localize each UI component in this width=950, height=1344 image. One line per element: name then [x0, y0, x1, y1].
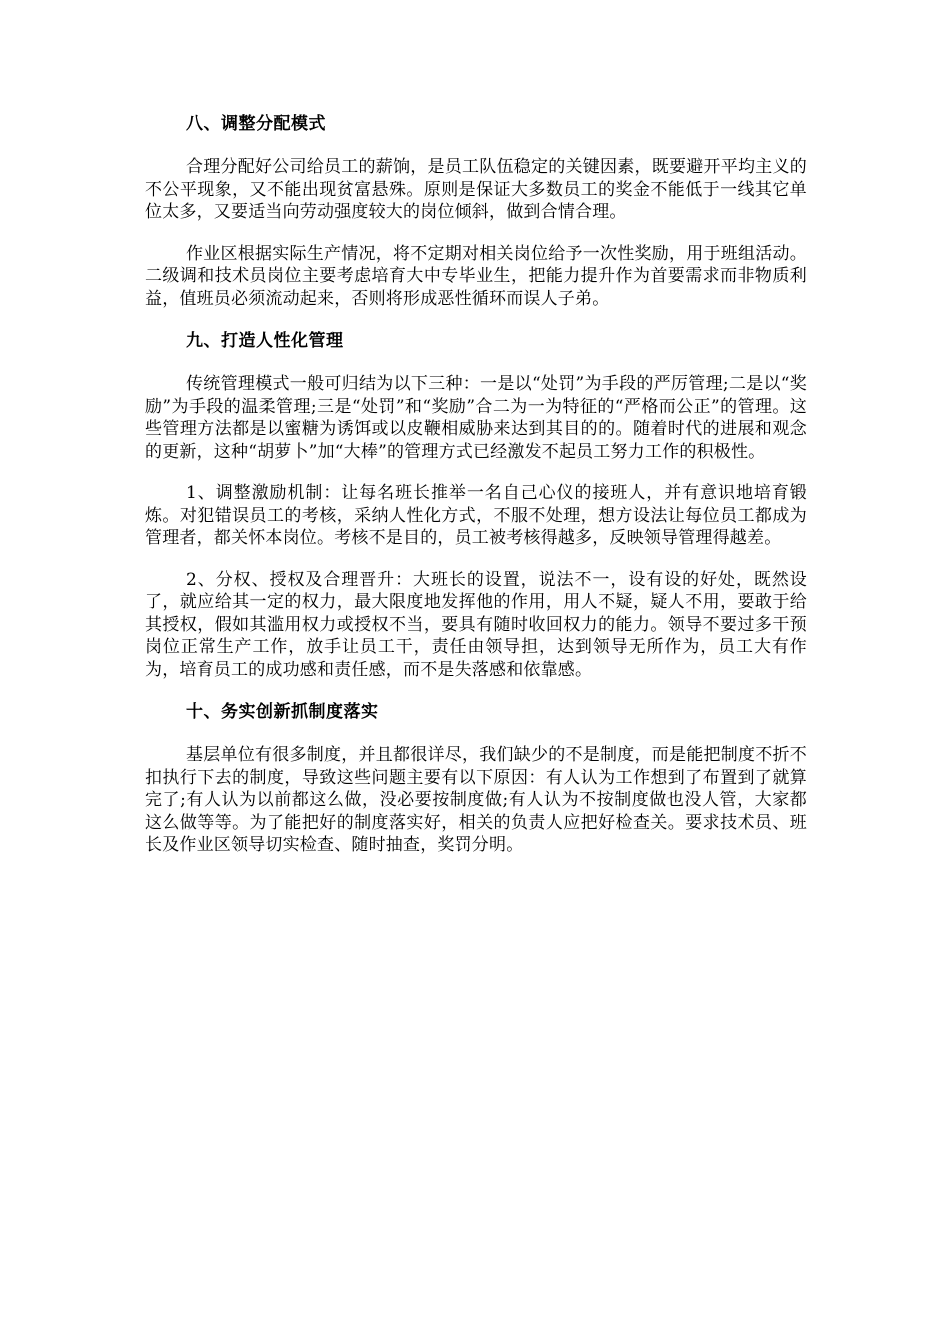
paragraph: 传统管理模式一般可归结为以下三种：一是以“处罚”为手段的严厉管理;二是以“奖励”为手段的温柔管理;三是“处罚”和“奖励”合二为一为特征的“严格而公正”的管理。这些管理方法都是以蜜糖为诱饵或以皮鞭相威胁来达到其目的的。随着时代的进展和观念的更新，这种“胡萝卜”加“大棒”的管理方式已经激发不起员工努力工作的积极性。 — [145, 374, 807, 462]
section-heading: 十、务实创新抓制度落实 — [186, 702, 379, 722]
section-10 — [145, 700, 807, 857]
section-8 — [145, 112, 807, 310]
paragraph: 合理分配好公司给员工的薪饷，是员工队伍稳定的关键因素，既要避开平均主义的不公平现象，又不能出现贫富悬殊。原则是保证大多数员工的奖金不能低于一线其它单位太多，又要适当向劳动强度较大的岗位倾斜，做到合情合理。 — [145, 157, 807, 222]
paragraph: 2、分权、授权及合理晋升：大班长的设置，说法不一，设有设的好处，既然设了，就应给其一定的权力，最大限度地发挥他的作用，用人不疑，疑人不用，要敢于给其授权，假如其滥用权力或授权不当，要具有随时收回权力的能力。领导不要过多干预岗位正常生产工作，放手让员工干，责任由领导担，达到领导无所作为，员工大有作为，培育员工的成功感和责任感，而不是失落感和依靠感。 — [145, 569, 807, 680]
paragraph: 基层单位有很多制度，并且都很详尽，我们缺少的不是制度，而是能把制度不折不扣执行下去的制度，导致这些问题主要有以下原因：有人认为工作想到了布置到了就算完了;有人认为以前都这么做，没必要按制度做;有人认为不按制度做也没人管，大家都这么做等等。为了能把好的制度落实好，相关的负责人应把好检查关。要求技术员、班长及作业区领导切实检查、随时抽查，奖罚分明。 — [145, 745, 807, 855]
section-9 — [145, 329, 807, 681]
section-heading: 九、打造人性化管理 — [186, 331, 344, 351]
document-page — [145, 112, 807, 876]
section-heading: 八、调整分配模式 — [186, 114, 326, 134]
paragraph: 1、调整激励机制：让每名班长推举一名自己心仪的接班人，并有意识地培育锻炼。对犯错误员工的考核，采纳人性化方式，不服不处理，想方设法让每位员工都成为管理者，都关怀本岗位。考核不是目的，员工被考核得越多，反映领导管理得越差。 — [145, 483, 807, 548]
paragraph: 作业区根据实际生产情况，将不定期对相关岗位给予一次性奖励，用于班组活动。二级调和技术员岗位主要考虑培育大中专毕业生，把能力提升作为首要需求而非物质利益，值班员必须流动起来，否则将形成恶性循环而误人子弟。 — [145, 243, 807, 309]
